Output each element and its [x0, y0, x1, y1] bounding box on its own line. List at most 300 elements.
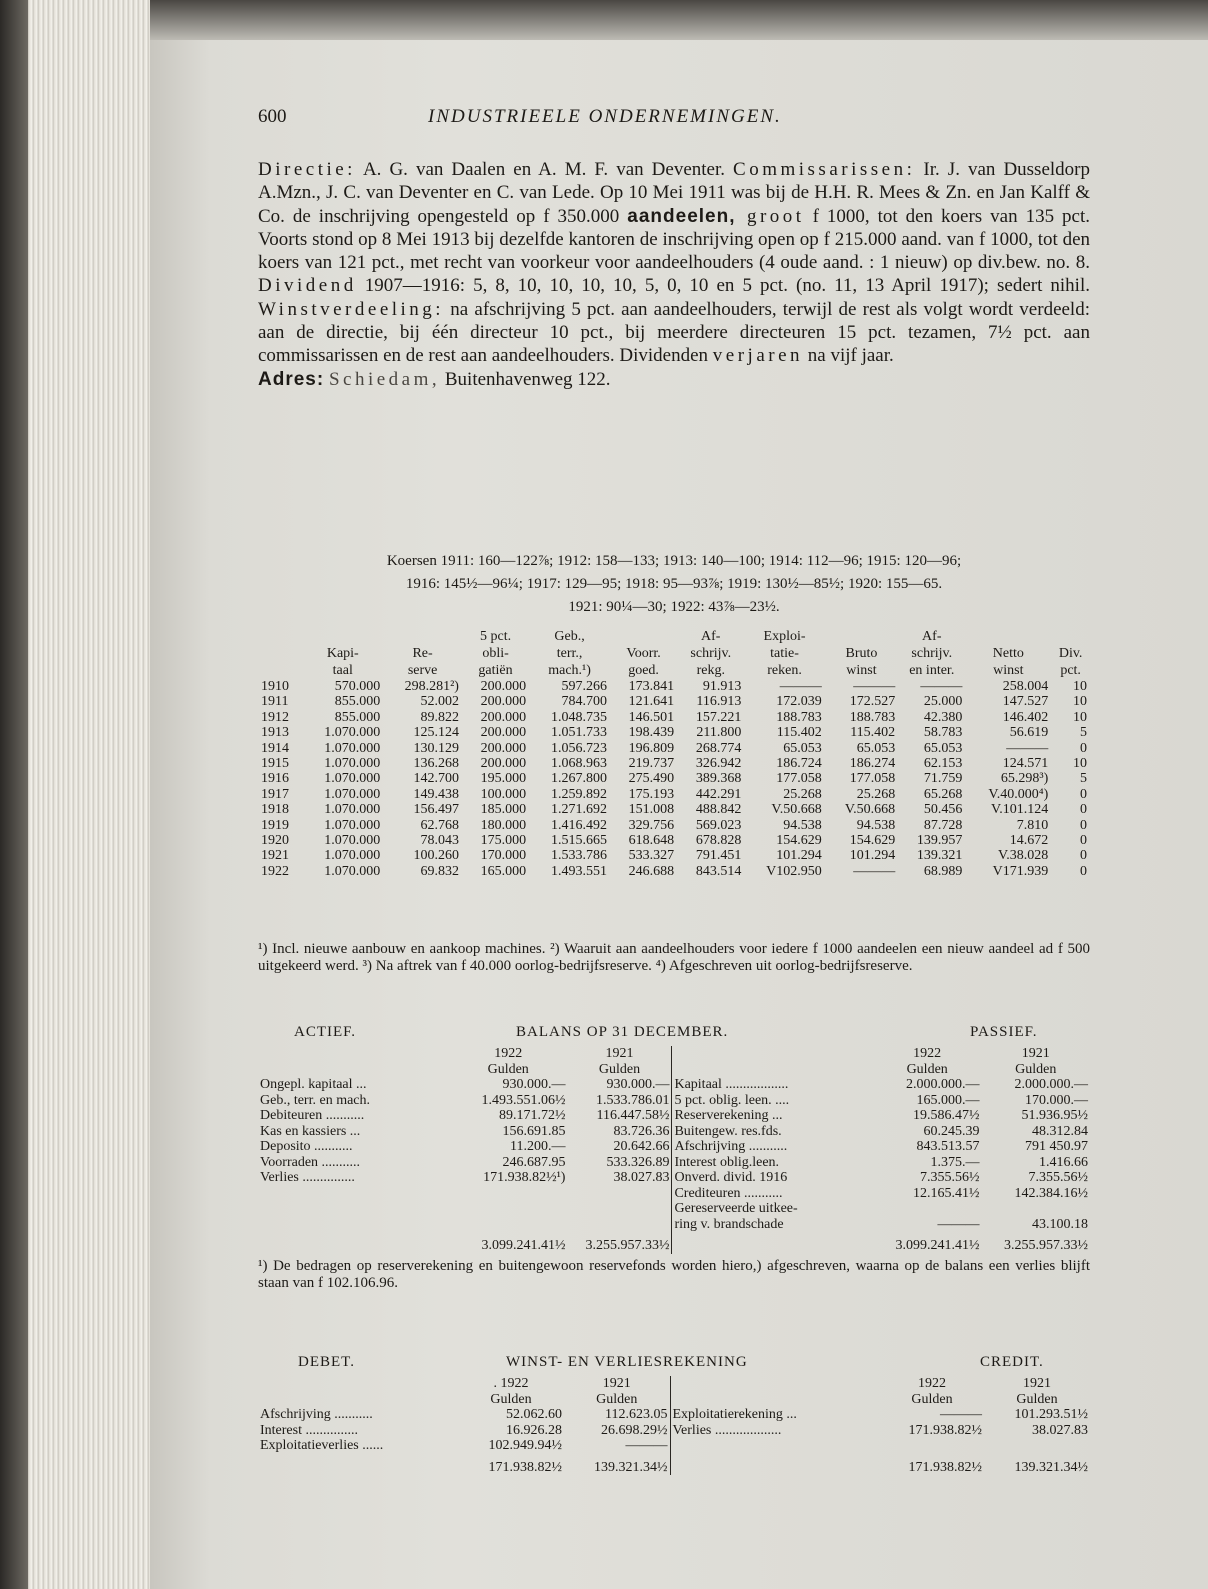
account-label: Ongepl. kapitaal ...: [260, 1077, 367, 1092]
value-cell: 1.070.000: [324, 817, 381, 833]
page-top-shadow: [150, 0, 1208, 40]
value-cell: 1.056.723: [551, 740, 607, 756]
amount-cell: [567, 1201, 672, 1217]
year-cell: 1912: [261, 709, 289, 725]
value-cell: 50.456: [923, 802, 963, 818]
amount-cell: 1.533.786.01: [595, 1092, 670, 1108]
value-cell: 442.291: [695, 786, 742, 802]
amount-cell: [449, 1186, 568, 1202]
amount-cell: 48.312.84: [1032, 1123, 1088, 1139]
account-label: Afschrijving ...........: [260, 1407, 373, 1422]
value-cell: 139.957: [916, 833, 963, 849]
value-cell: 678.828: [695, 833, 742, 849]
amount-cell: [567, 1186, 672, 1202]
value-cell: 115.402: [850, 725, 896, 741]
year-cell: 1920: [261, 833, 289, 849]
value-cell: 1.267.800: [551, 771, 607, 787]
amount-cell: ———: [940, 1407, 982, 1422]
account-label: Reserverekening ...: [672, 1108, 873, 1124]
amount-cell: 101.293.51½: [1014, 1407, 1088, 1422]
column-header: 5 pct. obli- gatiën: [478, 629, 513, 678]
value-cell: 198.439: [628, 725, 675, 741]
amount-cell: 142.384.16½: [1014, 1185, 1088, 1201]
value-cell: 10: [1073, 756, 1087, 772]
value-cell: 56.619: [1009, 725, 1049, 741]
running-title: INDUSTRIEELE ONDERNEMINGEN.: [428, 106, 782, 127]
amount-cell: 38.027.83: [613, 1170, 670, 1185]
value-cell: 62.768: [420, 817, 459, 833]
amount-cell: 38.027.83: [1032, 1422, 1088, 1438]
balance-sheet: [258, 1024, 1090, 1292]
value-cell: 389.368: [695, 771, 742, 787]
value-cell: 200.000: [480, 725, 527, 741]
amount-cell: [873, 1201, 982, 1217]
dividend-label: Dividend: [258, 275, 357, 297]
table-row: [258, 741, 1090, 756]
amount-cell: [984, 1438, 1090, 1454]
table-row: [258, 1217, 1090, 1233]
table-row: [258, 802, 1090, 817]
value-cell: ———: [853, 679, 896, 694]
table-row: [258, 756, 1090, 771]
amount-cell: [880, 1438, 984, 1454]
value-cell: 25.000: [923, 694, 963, 710]
table-row: [258, 864, 1090, 879]
value-cell: 121.641: [628, 694, 675, 710]
share-prices: [258, 550, 1090, 619]
value-cell: V.50.668: [844, 802, 896, 818]
value-cell: 142.700: [413, 771, 459, 787]
value-cell: 196.809: [628, 740, 675, 756]
value-cell: 597.266: [561, 679, 607, 694]
balance-sheet-title: BALANS OP 31 DECEMBER.: [516, 1024, 729, 1040]
column-header: Kapi- taal: [326, 646, 359, 678]
value-cell: 173.841: [628, 679, 675, 694]
value-cell: 1.070.000: [324, 833, 381, 849]
groot-label: groot: [735, 205, 805, 227]
winstverdeeling-text: na afschrijving 5 pct. aan aandeelhouders, terwijl de rest als volgt wordt verdeeld: aan de directie, bij één directeur 10 pct., bij meerdere directeuren 15 pct. tezamen, 7½ pct. aan commissarissen en de rest aan aandeelhouders. Dividenden: [258, 298, 1090, 367]
table-row: [258, 1407, 1090, 1423]
unit-cell: Gulden: [906, 1061, 948, 1077]
amount-cell: 165.000.—: [916, 1092, 980, 1108]
total-cell: 139.321.34½: [594, 1459, 668, 1475]
profit-loss-account: [258, 1354, 1090, 1475]
value-cell: V.38.028: [997, 848, 1049, 864]
unit-cell: Gulden: [596, 1391, 638, 1407]
table-row: [258, 1170, 1090, 1186]
table-header-row: [258, 628, 1090, 679]
table-row: [258, 771, 1090, 786]
value-cell: 101.294: [776, 848, 822, 864]
value-cell: 1.416.492: [551, 817, 607, 833]
adres-street: Buitenhavenweg 122.: [440, 368, 611, 390]
value-cell: 200.000: [480, 709, 527, 725]
value-cell: 0: [1080, 786, 1087, 802]
totals-row: [258, 1454, 1090, 1476]
account-label: [670, 1438, 880, 1454]
value-cell: 130.129: [413, 740, 459, 756]
value-cell: 0: [1080, 833, 1087, 849]
value-cell: 1.070.000: [324, 848, 381, 864]
account-label: Kas en kassiers ...: [260, 1123, 361, 1139]
year-cell: 1921: [261, 848, 289, 864]
column-header: Exploi- tatie- reken.: [763, 629, 806, 678]
value-cell: 1.271.692: [551, 802, 607, 818]
unit-cell: Gulden: [1016, 1391, 1058, 1407]
table-row: [258, 833, 1090, 848]
actief-label: ACTIEF.: [294, 1024, 357, 1040]
unit-cell: Gulden: [911, 1391, 953, 1407]
account-label: Interest ...............: [260, 1422, 358, 1438]
year-cell: 1921: [1023, 1376, 1051, 1391]
company-description: [258, 158, 1090, 391]
amount-cell: 1.493.551.06½: [481, 1092, 566, 1108]
value-cell: V.50.668: [771, 802, 822, 818]
value-cell: 618.648: [628, 833, 675, 849]
amount-cell: 11.200.—: [509, 1139, 566, 1154]
value-cell: 10: [1073, 679, 1087, 694]
value-cell: 146.402: [1002, 709, 1049, 725]
value-cell: 25.268: [783, 786, 822, 802]
table-row: [258, 1423, 1090, 1439]
account-label: [258, 1217, 449, 1233]
value-cell: 65.268: [923, 786, 963, 802]
value-cell: 149.438: [413, 786, 459, 802]
value-cell: ———: [1006, 740, 1049, 756]
year-cell: 1922: [261, 863, 289, 879]
account-label: Deposito ...........: [260, 1139, 353, 1154]
amount-cell: 52.062.60: [506, 1407, 562, 1422]
totals-row: [258, 1232, 1090, 1254]
value-cell: 258.004: [1002, 679, 1049, 694]
adres-city: Schiedam,: [328, 368, 441, 390]
unit-header-row: [258, 1062, 1090, 1078]
amount-cell: 83.726.36: [613, 1123, 670, 1139]
debet-label: DEBET.: [298, 1354, 355, 1370]
value-cell: 0: [1080, 863, 1087, 879]
column-header: Netto winst: [992, 646, 1024, 678]
amount-cell: [981, 1201, 1090, 1217]
share-prices-line: 1916: 145½—96¼; 1917: 129—95; 1918: 95—93⅞; 1919: 130½—85½; 1920: 155—65.: [405, 576, 943, 592]
year-cell: 1922: [913, 1046, 942, 1061]
value-cell: 1.070.000: [324, 786, 381, 802]
table-row: [258, 1077, 1090, 1093]
amount-cell: 89.171.72½: [498, 1108, 566, 1123]
amount-cell: 1.416.66: [1039, 1154, 1088, 1170]
dividend-text: 1907—1916: 5, 8, 10, 10, 10, 10, 5, 0, 10 en 5 pct. (no. 11, 13 April 1917); sedert nihil.: [356, 275, 1090, 297]
account-label: Debiteuren ...........: [260, 1108, 365, 1123]
balance-sheet-heading: [258, 1024, 1090, 1046]
table-row: [258, 1093, 1090, 1109]
value-cell: ———: [853, 863, 896, 879]
amount-cell: 2.000.000.—: [905, 1077, 980, 1092]
account-label: Crediteuren ...........: [672, 1186, 873, 1202]
value-cell: 188.783: [849, 709, 896, 725]
amount-cell: ———: [625, 1438, 668, 1453]
value-cell: 52.002: [420, 694, 459, 710]
value-cell: 200.000: [480, 694, 527, 710]
table-row: [258, 1186, 1090, 1202]
column-header: Re- serve: [407, 646, 438, 678]
amount-cell: [449, 1201, 568, 1217]
value-cell: 58.783: [923, 725, 963, 741]
amount-cell: 170.000.—: [1025, 1092, 1088, 1108]
value-cell: ———: [920, 679, 963, 694]
account-label: ring v. brandschade: [672, 1217, 873, 1233]
value-cell: ———: [779, 679, 822, 694]
value-cell: 71.759: [923, 771, 963, 787]
value-cell: 94.538: [783, 817, 822, 833]
value-cell: 175.000: [480, 833, 527, 849]
year-cell: 1911: [261, 694, 289, 710]
table-row: [258, 1438, 1090, 1454]
year-cell: 1921: [605, 1046, 634, 1061]
total-cell: 3.099.241.41½: [895, 1238, 980, 1253]
value-cell: 115.402: [776, 725, 822, 741]
total-cell: 3.099.241.41½: [481, 1238, 566, 1253]
year-cell: 1918: [261, 802, 289, 818]
page-header: [258, 106, 1088, 130]
year-cell: 1922: [918, 1376, 946, 1391]
value-cell: V102.950: [766, 863, 822, 879]
value-cell: 0: [1080, 740, 1087, 756]
value-cell: 1.070.000: [324, 740, 381, 756]
directie-label: Directie:: [258, 159, 356, 180]
amount-cell: 171.938.82½¹): [483, 1170, 566, 1185]
value-cell: V171.939: [992, 863, 1049, 879]
profit-loss-table: [258, 1376, 1090, 1475]
value-cell: 100.260: [413, 848, 459, 864]
value-cell: 1.070.000: [324, 725, 381, 741]
value-cell: 219.737: [628, 756, 675, 772]
account-label: 5 pct. oblig. leen. ....: [672, 1093, 873, 1109]
table-row: [258, 1201, 1090, 1217]
amount-cell: 7.355.56½: [919, 1170, 980, 1185]
profit-loss-title: WINST- EN VERLIESREKENING: [506, 1354, 748, 1370]
value-cell: 175.193: [628, 786, 675, 802]
total-cell: 139.321.34½: [1014, 1459, 1088, 1475]
amount-cell: 930.000.—: [606, 1077, 670, 1092]
year-cell: 1921: [1021, 1046, 1050, 1061]
value-cell: 146.501: [628, 709, 675, 725]
footnotes-text: ¹) Incl. nieuwe aanbouw en aankoop machines. ²) Waaruit aan aandeelhouders voor iedere f 1000 aandeelen een nieuw aandeel ad f 500 uitgekeerd werd. ³) Na aftrek van f 40.000 oorlog-bedrijfsreserve. ⁴) Afgeschreven uit oorlog-bedrijfsreserve.: [258, 941, 1090, 974]
year-cell: 1913: [261, 725, 289, 741]
amount-cell: 930.000.—: [502, 1077, 566, 1092]
verjaren-text: na vijf jaar.: [803, 345, 894, 367]
value-cell: 151.008: [628, 802, 675, 818]
amount-cell: 26.698.29½: [601, 1422, 668, 1438]
balance-sheet-note: ¹) De bedragen op reserverekening en buitengewoon reservefonds worden hiero,) afgeschreven, waarna op de balans een verlies blijft staan van f 102.106.96.: [258, 1257, 1090, 1291]
value-cell: 25.268: [856, 786, 896, 802]
year-cell: 1917: [261, 786, 289, 802]
table-row: [258, 1155, 1090, 1171]
value-cell: 0: [1080, 817, 1087, 833]
amount-cell: 791 450.97: [1025, 1139, 1088, 1154]
value-cell: 177.058: [776, 771, 822, 787]
unit-header-row: [258, 1392, 1090, 1408]
value-cell: 1.051.733: [551, 725, 607, 741]
year-cell: 1915: [261, 756, 289, 772]
value-cell: 1.533.786: [551, 848, 607, 864]
winstverdeeling-label: Winstverdeeling:: [258, 298, 445, 320]
value-cell: 172.039: [776, 694, 822, 710]
table-row: [258, 787, 1090, 802]
amount-cell: 843.513.57: [916, 1139, 980, 1154]
value-cell: 186.274: [849, 756, 896, 772]
account-label: [258, 1201, 449, 1217]
value-cell: 1.070.000: [324, 756, 381, 772]
account-label: Kapitaal ..................: [672, 1077, 873, 1093]
column-header: Af- schrijv. rekg.: [690, 629, 732, 678]
account-label: Voorraden ...........: [260, 1154, 361, 1170]
value-cell: 246.688: [628, 863, 675, 879]
value-cell: 89.822: [420, 709, 459, 725]
value-cell: 1.070.000: [324, 863, 381, 879]
value-cell: 172.527: [849, 694, 896, 710]
share-prices-line: 1921: 90¼—30; 1922: 43⅞—23½.: [568, 599, 780, 615]
unit-cell: Gulden: [490, 1391, 532, 1407]
value-cell: 791.451: [695, 848, 742, 864]
value-cell: 100.000: [480, 786, 527, 802]
value-cell: 147.527: [1002, 694, 1049, 710]
amount-cell: [567, 1217, 672, 1233]
value-cell: 124.571: [1002, 756, 1049, 772]
share-prices-line: Koersen 1911: 160—122⅞; 1912: 158—133; 1913: 140—100; 1914: 112—96; 1915: 120—96;: [386, 553, 962, 569]
year-cell: 1914: [261, 740, 289, 756]
value-cell: 1.493.551: [551, 863, 607, 879]
table-footnotes: [258, 941, 1090, 975]
value-cell: 855.000: [334, 709, 381, 725]
value-cell: 68.989: [923, 863, 963, 879]
table-row: [258, 679, 1090, 694]
value-cell: 855.000: [334, 694, 381, 710]
total-cell: 171.938.82½: [908, 1459, 982, 1475]
value-cell: 784.700: [561, 694, 607, 710]
passief-label: PASSIEF.: [970, 1024, 1038, 1040]
table-row: [258, 848, 1090, 863]
amount-cell: 2.000.000.—: [1014, 1077, 1088, 1092]
year-cell: 1910: [261, 679, 289, 694]
column-header: Bruto winst: [845, 646, 878, 678]
verjaren-label: verjaren: [712, 345, 804, 367]
amount-cell: 20.642.66: [613, 1139, 670, 1154]
value-cell: 177.058: [849, 771, 896, 787]
value-cell: 488.842: [695, 802, 742, 818]
value-cell: 62.153: [923, 756, 963, 772]
directie-text: A. G. van Daalen en A. M. F. van Deventer.: [355, 159, 734, 180]
value-cell: 101.294: [849, 848, 896, 864]
adres-label: Adres:: [258, 368, 325, 390]
value-cell: 200.000: [480, 756, 527, 772]
amount-cell: 51.936.95½: [1021, 1108, 1088, 1123]
value-cell: 195.000: [480, 771, 527, 787]
table-body: [258, 679, 1090, 879]
column-header: Af- schrijv. en inter.: [909, 629, 955, 678]
value-cell: 65.053: [783, 740, 822, 756]
value-cell: 211.800: [696, 725, 742, 741]
value-cell: 10: [1073, 694, 1087, 710]
total-cell: 3.255.957.33½: [585, 1238, 670, 1253]
table-row: [258, 818, 1090, 833]
value-cell: 139.321: [916, 848, 963, 864]
value-cell: 533.327: [628, 848, 675, 864]
profit-loss-heading: [258, 1354, 1090, 1376]
amount-cell: 7.355.56½: [1028, 1170, 1088, 1185]
value-cell: 10: [1073, 709, 1087, 725]
value-cell: 275.490: [628, 771, 675, 787]
value-cell: 42.380: [923, 709, 963, 725]
amount-cell: [449, 1217, 568, 1233]
year-cell: 1919: [261, 817, 289, 833]
commissarissen-text: Ir. J. van Dusseldorp A.Mzn., J. C. van Deventer en C. van Lede. Op 10 Mei 1911 was bij de H.H. R. Mees & Zn. en Jan Kalff & Co. de inschrijving opengesteld op f 350.000: [258, 159, 1090, 227]
amount-cell: 156.691.85: [502, 1123, 566, 1139]
account-label: Geb., terr. en mach.: [260, 1092, 371, 1108]
year-cell: 1916: [261, 771, 289, 787]
value-cell: 156.497: [413, 802, 459, 818]
after-groot-text: f 1000, tot den koers van 135 pct. Voorts stond op 8 Mei 1913 bij dezelfde kantoren de inschrijving open op f 215.000 aand. van f 1000, tot den koers van 121 pct., met recht van voorkeur voor aandeelhouders (4 oude aand. : 1 nieuw) op div.bew. no. 8.: [258, 205, 1090, 274]
value-cell: 298.281²): [404, 679, 459, 694]
book-spine-shadow: [0, 0, 28, 1589]
value-cell: 5: [1080, 725, 1087, 741]
amount-cell: 246.687.95: [502, 1154, 566, 1170]
account-label: Gereserveerde uitkee-: [672, 1201, 873, 1217]
value-cell: 154.629: [849, 833, 896, 849]
year-cell: 1921: [602, 1376, 631, 1391]
amount-cell: 1.375.—: [930, 1154, 980, 1170]
value-cell: 570.000: [334, 679, 381, 694]
value-cell: 91.913: [702, 679, 742, 694]
description-paragraph: [258, 158, 1090, 368]
table-row: [258, 710, 1090, 725]
value-cell: 7.810: [1016, 817, 1049, 833]
table-row: [258, 1139, 1090, 1155]
account-label: Verlies ...................: [670, 1423, 880, 1439]
value-cell: 180.000: [480, 817, 527, 833]
value-cell: 136.268: [413, 756, 459, 772]
value-cell: 125.124: [413, 725, 459, 741]
value-cell: 65.298³): [1000, 771, 1049, 787]
account-label: Onverd. divid. 1916: [672, 1170, 873, 1186]
value-cell: 1.070.000: [324, 771, 381, 787]
value-cell: 0: [1080, 848, 1087, 864]
value-cell: V.101.124: [990, 802, 1049, 818]
value-cell: 116.913: [696, 694, 742, 710]
value-cell: 185.000: [480, 802, 527, 818]
value-cell: 200.000: [480, 740, 527, 756]
value-cell: 268.774: [695, 740, 742, 756]
credit-label: CREDIT.: [980, 1354, 1044, 1370]
value-cell: 5: [1080, 771, 1087, 787]
total-cell: 171.938.82½: [488, 1459, 562, 1475]
amount-cell: 112.623.05: [605, 1407, 668, 1422]
address-line: [258, 368, 1090, 391]
value-cell: 329.756: [628, 817, 675, 833]
unit-cell: Gulden: [487, 1061, 529, 1077]
value-cell: 154.629: [776, 833, 822, 849]
amount-cell: 533.326.89: [606, 1154, 670, 1170]
value-cell: 87.728: [923, 817, 963, 833]
unit-cell: Gulden: [1015, 1061, 1057, 1077]
column-header: Voorr. goed.: [626, 646, 661, 678]
account-label: Buitengew. res.fds.: [672, 1124, 873, 1140]
value-cell: 200.000: [480, 679, 527, 694]
table-row: [258, 1108, 1090, 1124]
value-cell: 1.070.000: [324, 802, 381, 818]
value-cell: 1.068.963: [551, 756, 607, 772]
value-cell: 843.514: [695, 863, 742, 879]
page-number: 600: [258, 106, 287, 127]
account-label: Afschrijving ...........: [672, 1139, 873, 1155]
